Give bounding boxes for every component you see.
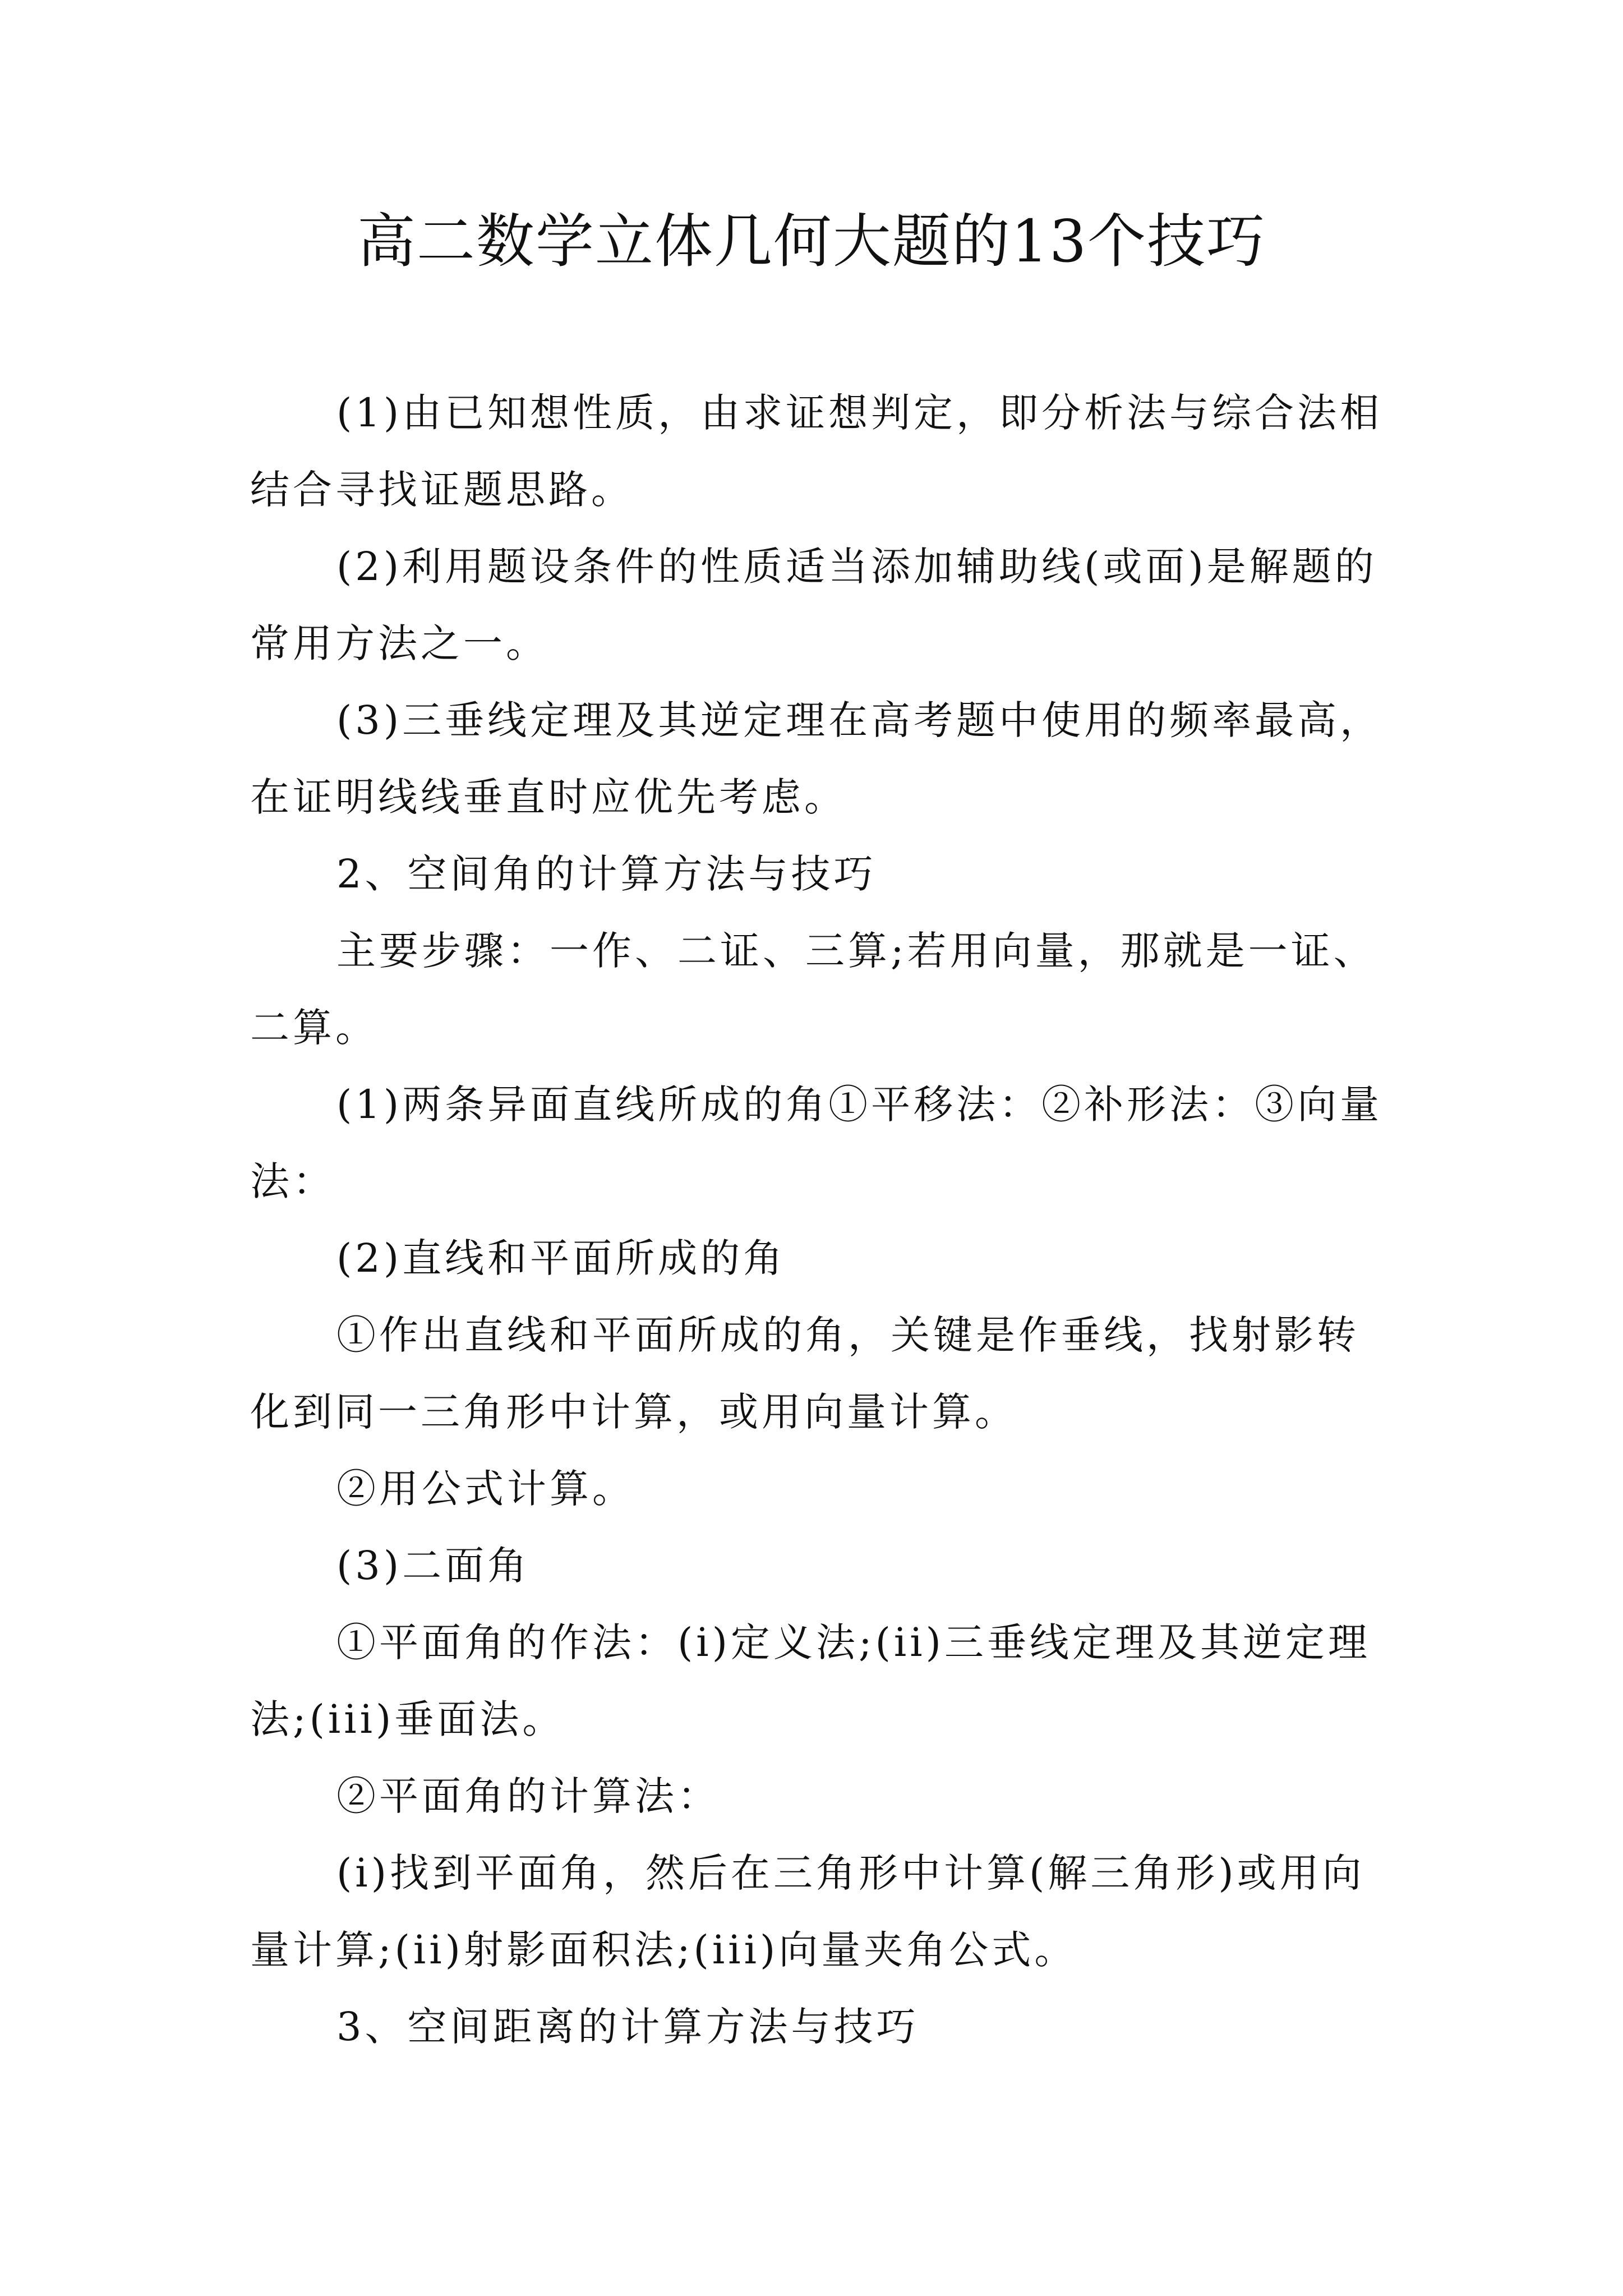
paragraph: (3)二面角 bbox=[336, 1543, 531, 1589]
paragraph: ②用公式计算。 bbox=[336, 1466, 635, 1512]
document-body bbox=[250, 375, 1389, 2065]
paragraph: (1)两条异面直线所成的角①平移法：②补形法：③向量法： bbox=[250, 1082, 1383, 1204]
document-title: 高二数学立体几何大题的13个技巧 bbox=[357, 207, 1266, 275]
section-heading: 2、空间角的计算方法与技巧 bbox=[336, 851, 877, 897]
paragraph: ②平面角的计算法： bbox=[336, 1773, 720, 1819]
paragraph: (i)找到平面角，然后在三角形中计算(解三角形)或用向量计算;(ii)射影面积法;(iii)向量夹角公式。 bbox=[250, 1850, 1365, 1973]
paragraph: (3)三垂线定理及其逆定理在高考题中使用的频率最高，在证明线线垂直时应优先考虑。 bbox=[250, 697, 1383, 820]
section-heading: 3、空间距离的计算方法与技巧 bbox=[336, 2004, 919, 2050]
paragraph: (2)利用题设条件的性质适当添加辅助线(或面)是解题的常用方法之一。 bbox=[250, 544, 1377, 666]
paragraph: (1)由已知想性质，由求证想判定，即分析法与综合法相结合寻找证题思路。 bbox=[250, 390, 1383, 513]
paragraph: ①作出直线和平面所成的角，关键是作垂线，找射影转化到同一三角形中计算，或用向量计算。 bbox=[250, 1312, 1359, 1435]
paragraph: (2)直线和平面所成的角 bbox=[336, 1235, 786, 1281]
paragraph: ①平面角的作法：(i)定义法;(ii)三垂线定理及其逆定理法;(iii)垂面法。 bbox=[250, 1619, 1371, 1742]
paragraph: 主要步骤：一作、二证、三算;若用向量，那就是一证、二算。 bbox=[250, 928, 1376, 1051]
